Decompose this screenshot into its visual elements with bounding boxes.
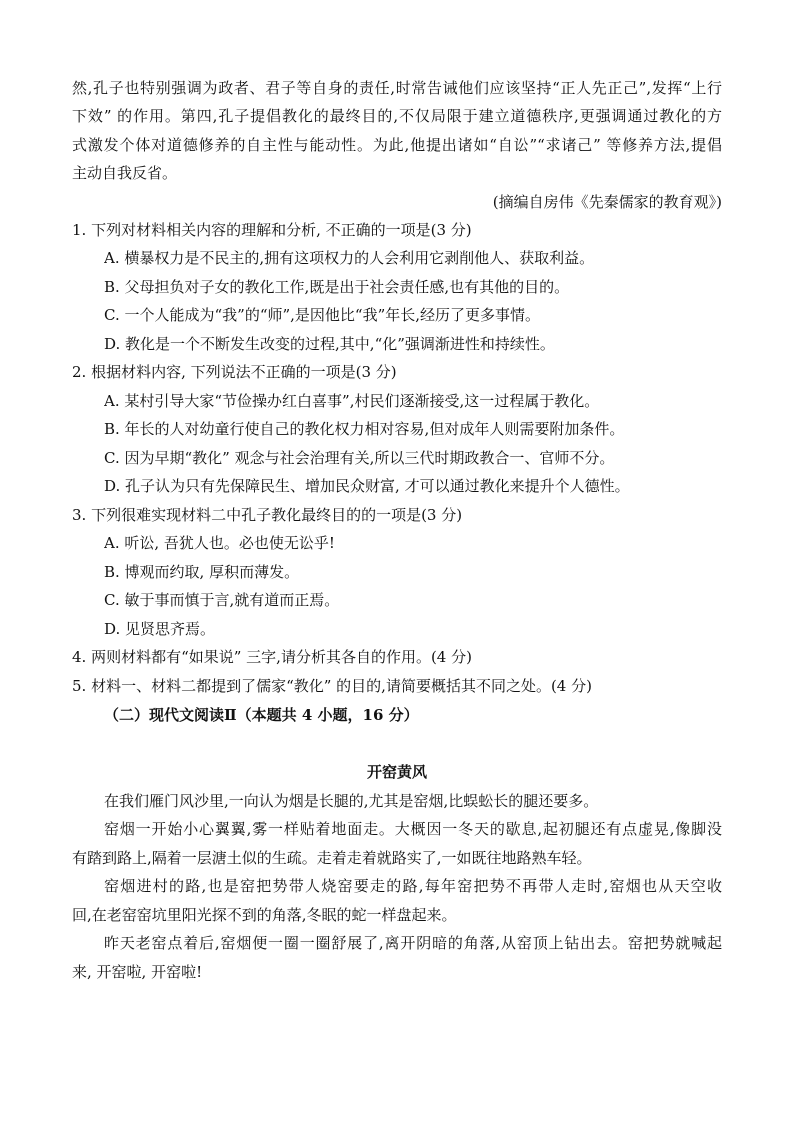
article-line: 有踏到路上,隔着一层溏土似的生疏。走着走着就路实了,一如既往地路熟车轻。 (72, 849, 592, 867)
question-stem: 2. 根据材料内容, 下列说法不正确的一项是(3 分) (72, 363, 397, 381)
article-line: 窑烟进村的路,也是窑把势带人烧窑要走的路,每年窑把势不再带人走时,窑烟也从天空收 (104, 877, 722, 895)
question-stem: 3. 下列很难实现材料二中孔子教化最终目的的一项是(3 分) (72, 506, 463, 524)
question-option: B. 博观而约取, 厚积而薄发。 (104, 563, 300, 581)
question-stem: 1. 下列对材料相关内容的理解和分析, 不正确的一项是(3 分) (72, 221, 472, 239)
question-option: B. 年长的人对幼童行使自己的教化权力相对容易,但对成年人则需要附加条件。 (104, 420, 625, 438)
section-heading: （二）现代文阅读Ⅱ（本题共 4 小题，16 分） (104, 706, 419, 724)
question-option: A. 横暴权力是不民主的,拥有这项权力的人会利用它剥削他人、获取利益。 (104, 249, 595, 267)
question-option: A. 听讼, 吾犹人也。必也使无讼乎! (104, 534, 335, 552)
passage-line: 然,孔子也特别强调为政者、君子等自身的责任,时常告诫他们应该坚持“正人先正己”,发挥“上行 (72, 79, 722, 97)
article-line: 窑烟一开始小心翼翼,雾一样贴着地面走。大概因一冬天的歇息,起初腿还有点虚晃,像脚没 (104, 820, 722, 838)
question-option: A. 某村引导大家“节俭操办红白喜事”,村民们逐渐接受,这一过程属于教化。 (104, 392, 600, 410)
question-option: C. 一个人能成为“我”的“师”,是因他比“我”年长,经历了更多事情。 (104, 306, 541, 324)
question-stem: 4. 两则材料都有“如果说” 三字,请分析其各自的作用。(4 分) (72, 648, 472, 666)
question-option: D. 孔子认为只有先保障民生、增加民众财富, 才可以通过教化来提升个人德性。 (104, 477, 630, 495)
article-line: 回,在老窑窑坑里阳光探不到的角落,冬眠的蛇一样盘起来。 (72, 906, 457, 924)
passage-source: (摘编自房伟《先秦儒家的教育观》) (492, 193, 722, 211)
question-option: D. 见贤思齐焉。 (104, 620, 216, 638)
article-line: 昨天老窑点着后,窑烟便一圈一圈舒展了,离开阴暗的角落,从窑顶上钻出去。窑把势就喊起 (104, 934, 722, 952)
article-line: 在我们雁门风沙里,一向认为烟是长腿的,尤其是窑烟,比蜈蚣长的腿还要多。 (104, 792, 599, 810)
passage-line: 主动自我反省。 (72, 164, 178, 182)
article-line: 来, 开窑啦, 开窑啦! (72, 963, 203, 981)
question-option: D. 教化是一个不断发生改变的过程,其中,“化”强调渐进性和持续性。 (104, 335, 555, 353)
question-stem: 5. 材料一、材料二都提到了儒家“教化” 的目的,请简要概括其不同之处。(4 分) (72, 677, 592, 695)
question-option: C. 敏于事而慎于言,就有道而正焉。 (104, 591, 340, 609)
passage-line: 下效” 的作用。第四,孔子提倡教化的最终目的,不仅局限于建立道德秩序,更强调通过教化的方 (72, 107, 722, 125)
article-title: 开窑黄风 (366, 763, 427, 781)
question-option: C. 因为早期“教化” 观念与社会治理有关,所以三代时期政教合一、官师不分。 (104, 449, 615, 467)
question-option: B. 父母担负对子女的教化工作,既是出于社会责任感,也有其他的目的。 (104, 278, 570, 296)
passage-line: 式激发个体对道德修养的自主性与能动性。为此,他提出诸如“自讼”“求诸己” 等修养方法,提倡 (72, 136, 722, 154)
